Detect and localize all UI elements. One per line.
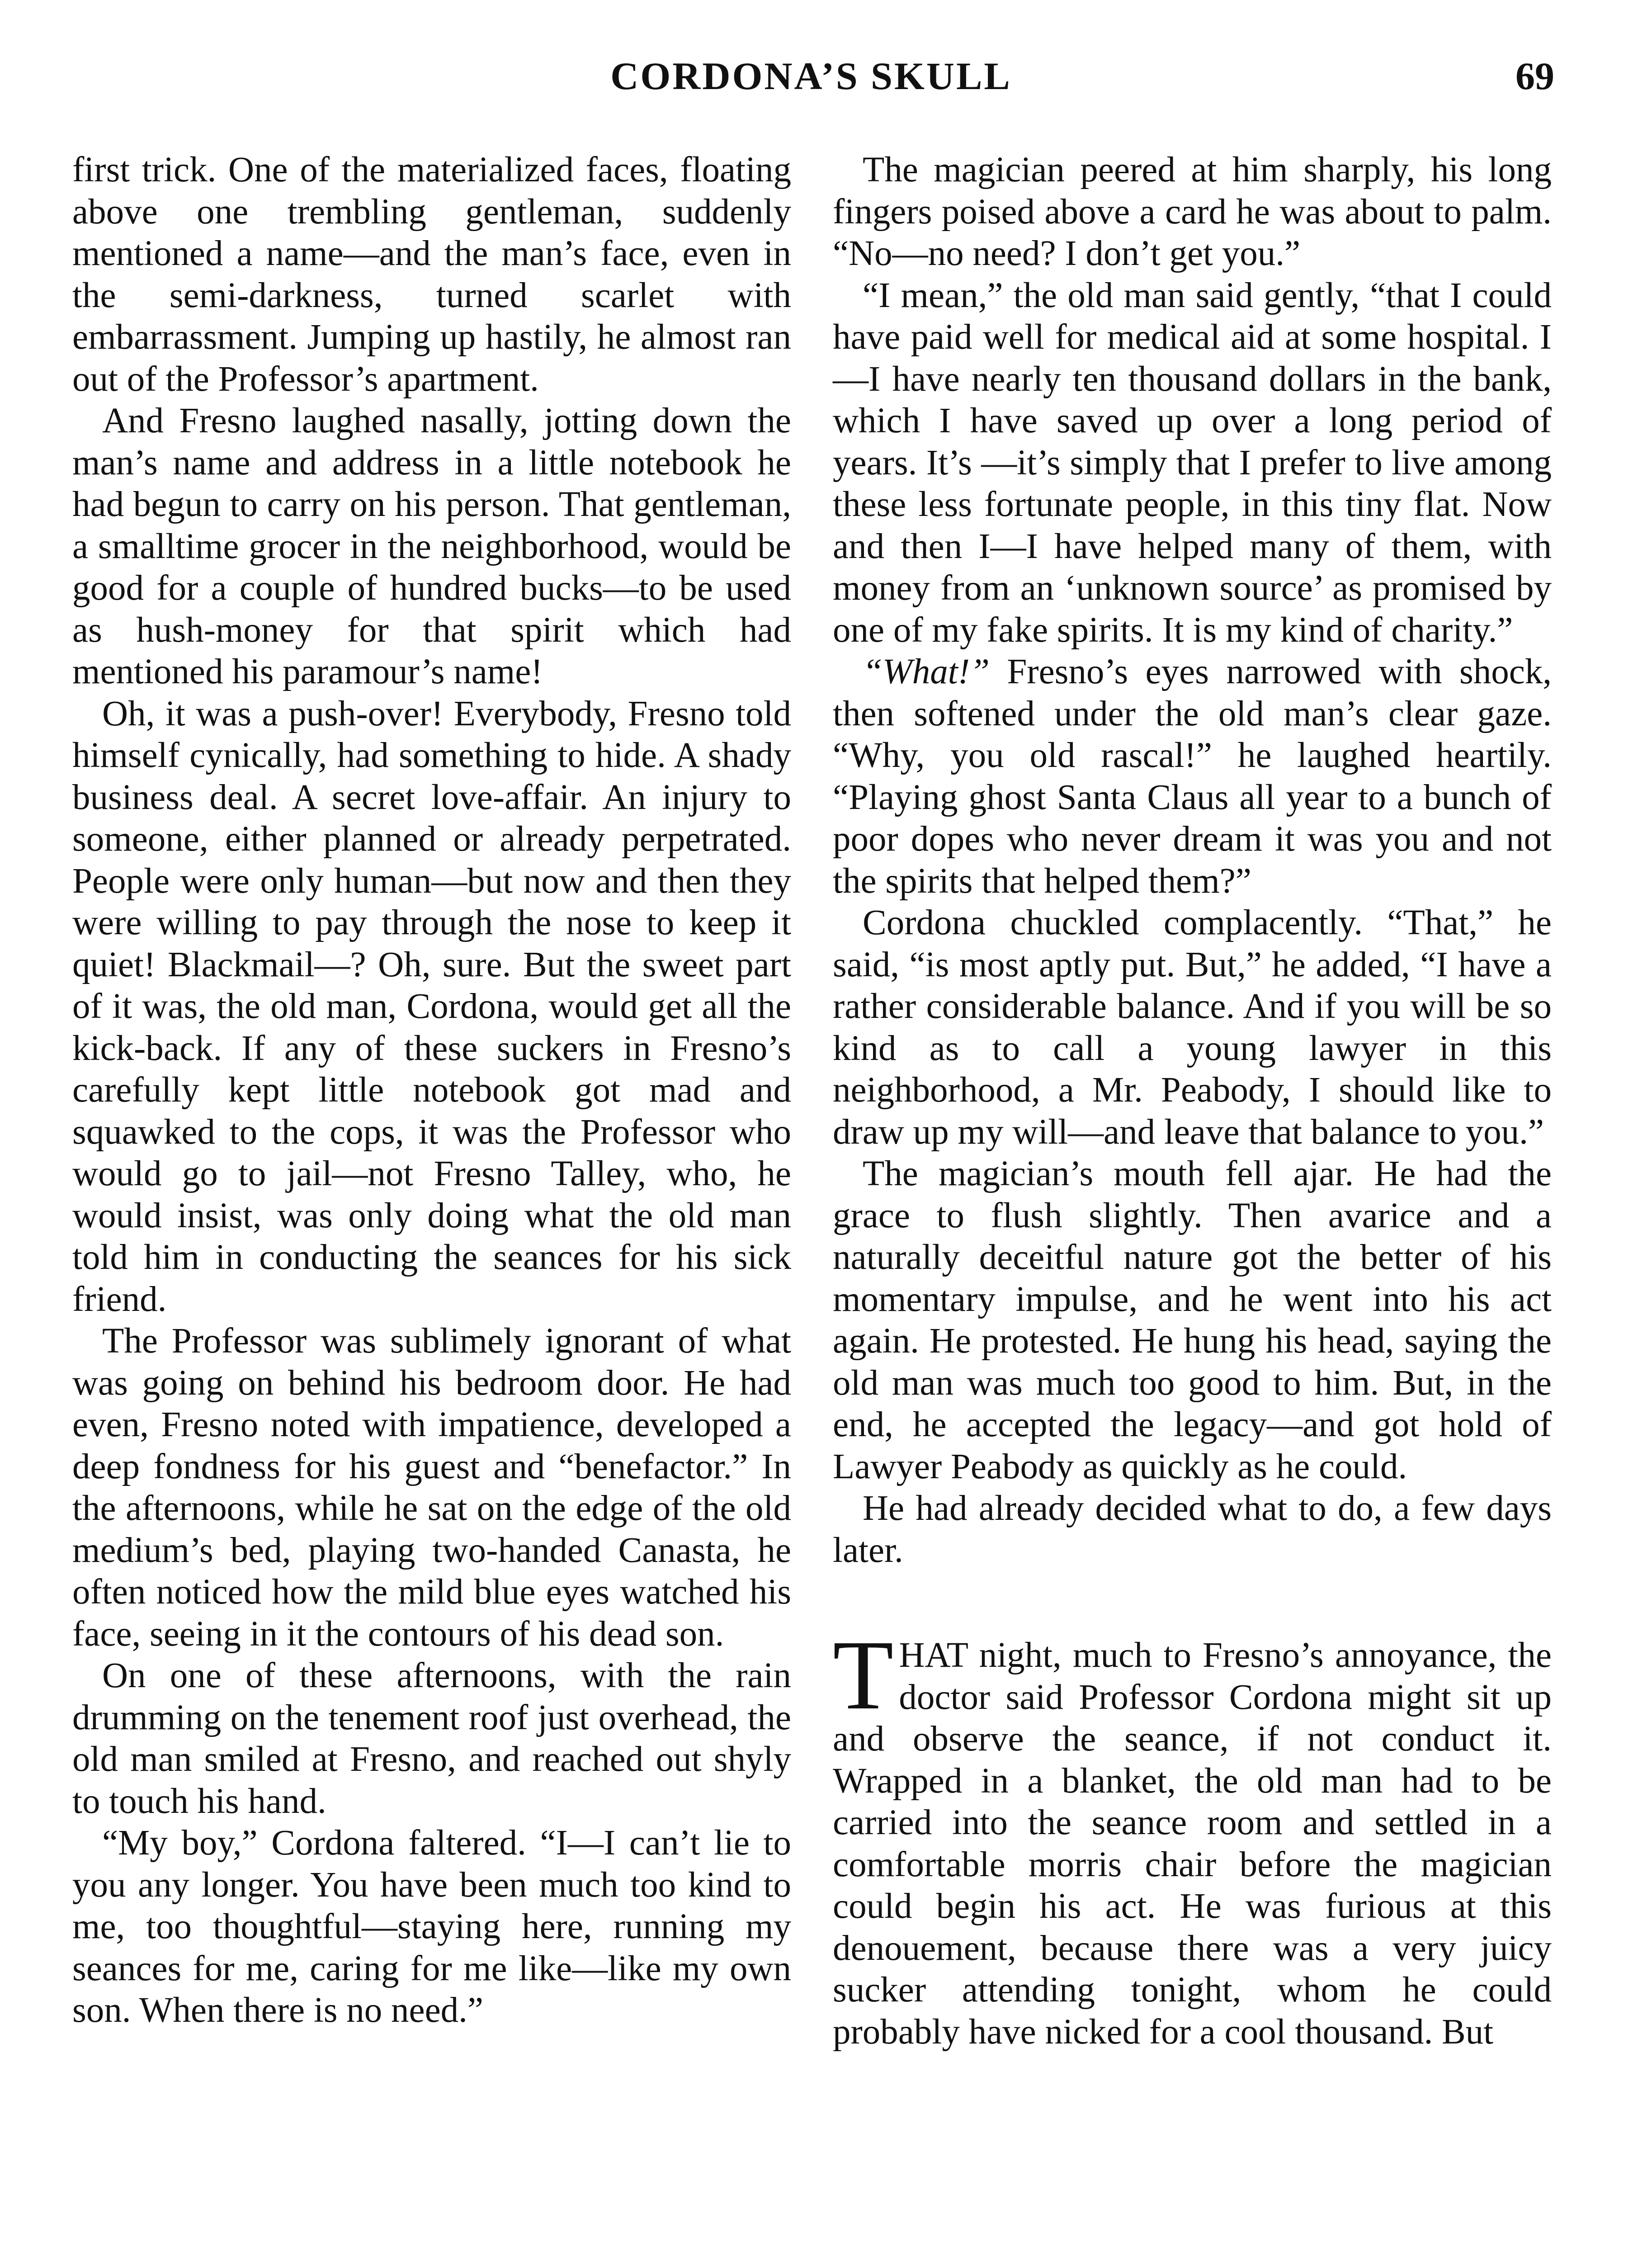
right-column — [833, 149, 1552, 2053]
left-column — [72, 149, 791, 2032]
paragraph: And Fresno laughed nasally, jotting down the man’s name and address in a little notebook he had begun to carry on his person. That gentleman, a smalltime grocer in the neighborhood, would be good for a couple of hundred bucks—to be used as hush-money for that spirit which had mentioned his paramour’s name! — [72, 401, 791, 691]
paragraph: On one of these afternoons, with the rain drumming on the tenement roof just overhead, the old man smiled at Fresno, and reached out shyly to touch his hand. — [72, 1656, 791, 1821]
paragraph-what — [833, 651, 1552, 902]
paragraph: He had already decided what to do, a few days later. — [833, 1489, 1552, 1570]
paragraph: The magician peered at him sharply, his long fingers poised above a card he was about to palm. “No—no need? I don’t get you.” — [833, 150, 1552, 273]
paragraph: Cordona chuckled complacently. “That,” he said, “is most aptly put. But,” he added, “I have a rather considerable balance. And if you will be so kind as to call a young lawyer in this neighborhood, a Mr. Peabody, I should like to draw up my will—and leave that balance to you.” — [833, 903, 1552, 1152]
drop-cap: T — [833, 1620, 894, 1730]
paragraph: first trick. One of the materialized faces, floating above one trembling gentleman, suddenly mentioned a name—and the man’s face, even in the semi-darkness, turned scarlet with embarrassment. Jumping up hastily, he almost ran out of the Professor’s apartment. — [72, 150, 791, 399]
running-title: CORDONA’S SKULL — [610, 54, 1012, 98]
paragraph: Oh, it was a push-over! Everybody, Fresno told himself cynically, had something to hide. A shady business deal. A secret love-affair. An injury to someone, either planned or already perpetrated. People were only human—but now and then they were willing to pay through the nose to keep it quiet! Blackmail—? Oh, sure. But the sweet part of it was, the old man, Cordona, would get all the kick-back. If any of these suckers in Fresno’s carefully kept little notebook got mad and squawked to the cops, it was the Professor who would go to jail—not Fresno Talley, who, he would insist, was only doing what the old man told him in conducting the seances for his sick friend. — [72, 694, 791, 1319]
section-text: HAT night, much to Fresno’s annoyance, the doctor said Professor Cordona might sit up and observe the seance, if not conduct it. Wrapped in a blanket, the old man had to be carried into the seance room and settled in a comfortable morris chair before the magician could begin his act. He was furious at this denouement, because there was a very juicy sucker attending tonight, whom he could probably have nicked for a cool thousand. But — [833, 1636, 1552, 2052]
section-start-paragraph — [833, 1620, 1552, 2053]
paragraph: The Professor was sublimely ignorant of what was going on behind his bedroom door. He had even, Fresno noted with impatience, developed a deep fondness for his guest and “benefactor.” In the afternoons, while he sat on the edge of the old medium’s bed, playing two-handed Canasta, he often noticed how the mild blue eyes watched his face, seeing in it the contours of his dead son. — [72, 1321, 791, 1654]
paragraph: “I mean,” the old man said gently, “that I could have paid well for medical aid at some hospital. I—I have nearly ten thousand dollars in the bank, which I have saved up over a long period of years. It’s —it’s simply that I prefer to live among these less fortunate people, in this tiny flat. Now and then I—I have helped many of them, with money from an ‘unknown source’ as promised by one of my fake spirits. It is my kind of charity.” — [833, 275, 1552, 650]
what-exclamation: “What!” — [863, 652, 990, 691]
page-number: 69 — [1515, 54, 1554, 98]
paragraph: The magician’s mouth fell ajar. He had the grace to flush slightly. Then avarice and a naturally deceitful nature got the better of his momentary impulse, and he went into his act again. He protested. He hung his head, saying the old man was much too good to him. But, in the end, he accepted the legacy—and got hold of Lawyer Peabody as quickly as he could. — [833, 1154, 1552, 1486]
paragraph: “My boy,” Cordona faltered. “I—I can’t lie to you any longer. You have been much too kind to me, too thoughtful—staying here, running my seances for me, caring for me like—like my own son. When there is no need.” — [72, 1823, 791, 2030]
paragraph-text: Fresno’s eyes narrowed with shock, then softened under the old man’s clear gaze. “Why, you old rascal!” he laughed heartily. “Playing ghost Santa Claus all year to a bunch of poor dopes who never dream it was you and not the spirits that helped them?” — [833, 652, 1552, 901]
page-header — [68, 53, 1554, 108]
